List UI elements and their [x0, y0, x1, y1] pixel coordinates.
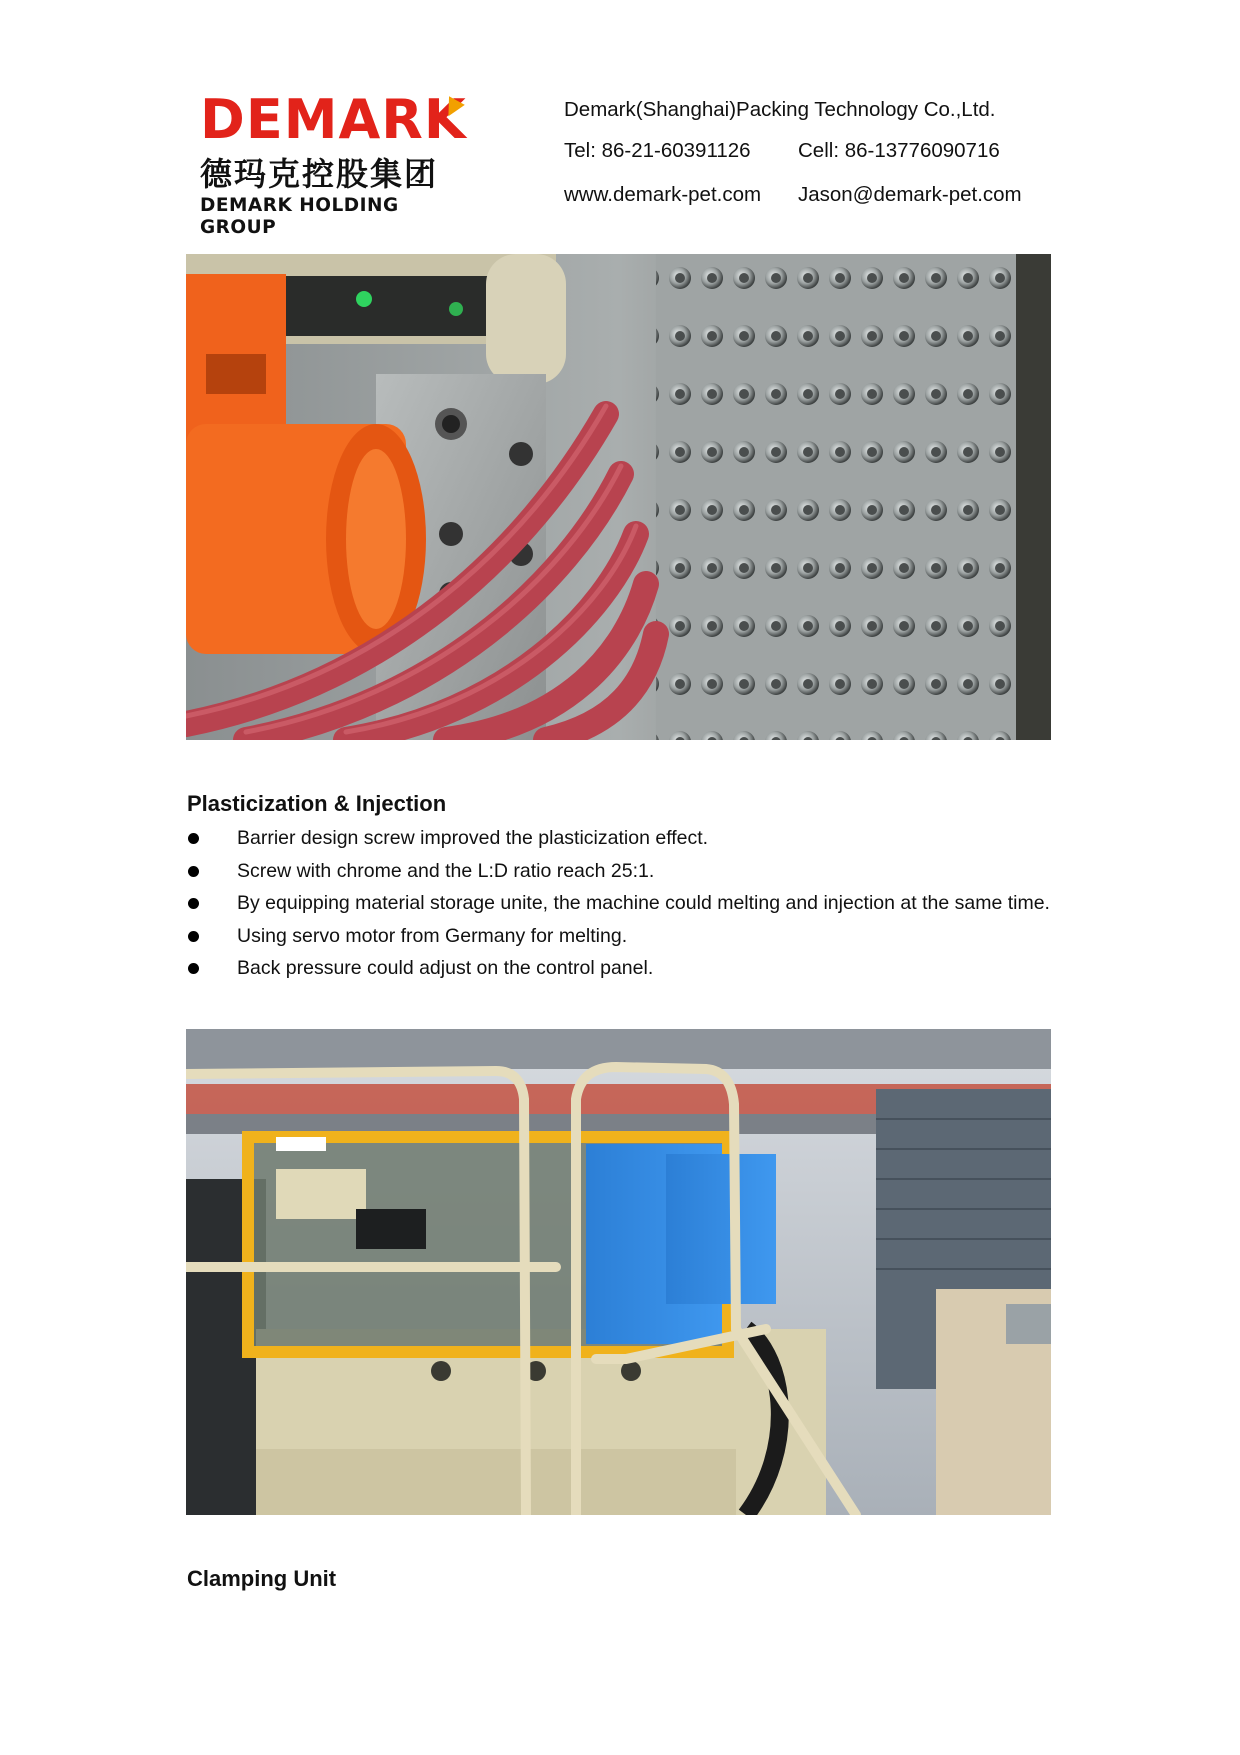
section-title-plasticization: Plasticization & Injection — [187, 791, 447, 816]
section-title-clamping: Clamping Unit — [187, 1566, 337, 1591]
logo-english-name: DEMARK HOLDING GROUP — [200, 195, 399, 238]
cellphone: Cell: 86-13776090716 — [798, 139, 1000, 162]
logo-wordmark: DEMARK — [200, 88, 467, 151]
injection-machine-photo — [186, 1029, 1051, 1515]
email-link[interactable]: Jason@demark-pet.com — [798, 183, 1022, 206]
bullet-icon — [188, 866, 199, 877]
plasticization-feature-list — [187, 822, 1057, 985]
bullet-icon — [188, 898, 199, 909]
bullet-icon — [188, 931, 199, 942]
logo-chinese-name: 德玛克控股集团 — [200, 155, 439, 193]
bullet-icon — [188, 833, 199, 844]
company-logo — [200, 88, 470, 238]
list-item: Using servo motor from Germany for melting. — [187, 920, 1057, 953]
list-item: Back pressure could adjust on the control panel. — [187, 952, 1057, 985]
website-link[interactable]: www.demark-pet.com — [564, 183, 762, 206]
list-item: Screw with chrome and the L:D ratio reach 25:1. — [187, 855, 1057, 888]
list-item: By equipping material storage unite, the machine could melting and injection at the same time. — [187, 887, 1057, 920]
company-name: Demark(Shanghai)Packing Technology Co.,Ltd. — [564, 98, 996, 121]
list-item: Barrier design screw improved the plasticization effect. — [187, 822, 1057, 855]
bullet-icon — [188, 963, 199, 974]
mold-closeup-photo — [186, 254, 1051, 740]
telephone: Tel: 86-21-60391126 — [564, 139, 751, 162]
